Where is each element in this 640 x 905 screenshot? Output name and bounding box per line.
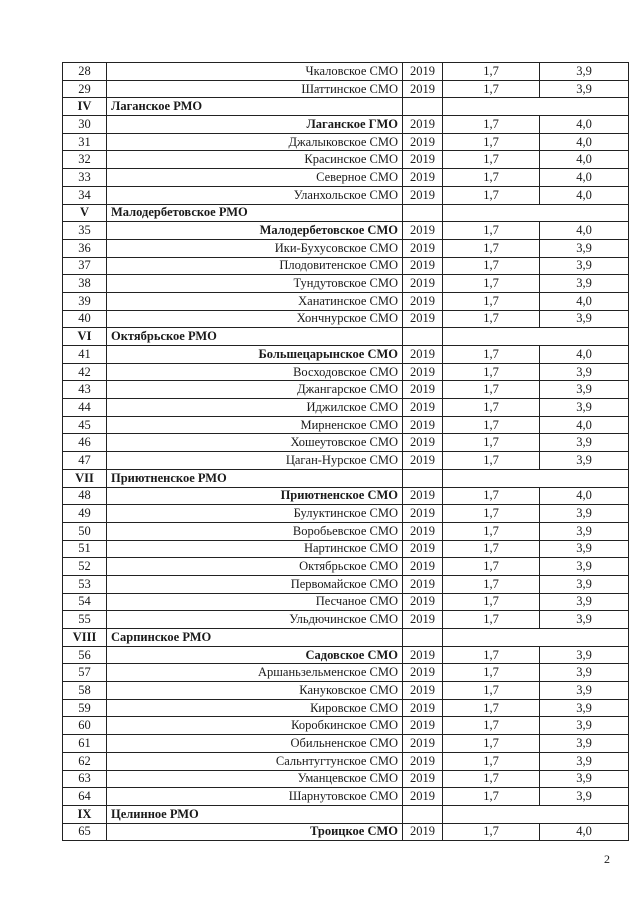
- municipality-name: Булуктинское СМО: [107, 505, 403, 523]
- row-number: 33: [63, 169, 107, 187]
- row-number: 36: [63, 239, 107, 257]
- value-2-cell: 3,9: [540, 699, 629, 717]
- municipality-name: Иджилское СМО: [107, 399, 403, 417]
- row-number: 29: [63, 80, 107, 98]
- value-1-cell: 1,7: [443, 116, 540, 134]
- value-1-cell: 1,7: [443, 735, 540, 753]
- value-2-cell: 4,0: [540, 133, 629, 151]
- value-2-cell: 3,9: [540, 540, 629, 558]
- value-2-cell: 4,0: [540, 292, 629, 310]
- value-1-cell: 1,7: [443, 593, 540, 611]
- group-header-row: [63, 98, 629, 116]
- value-2-cell: 3,9: [540, 646, 629, 664]
- municipality-name: Шаттинское СМО: [107, 80, 403, 98]
- year-cell: 2019: [403, 399, 443, 417]
- empty-cell: [443, 328, 629, 346]
- value-2-cell: 4,0: [540, 186, 629, 204]
- row-number: 34: [63, 186, 107, 204]
- table-row: [63, 434, 629, 452]
- empty-cell: [403, 469, 443, 487]
- value-2-cell: 3,9: [540, 310, 629, 328]
- municipality-name: Тундутовское СМО: [107, 275, 403, 293]
- year-cell: 2019: [403, 558, 443, 576]
- municipality-name: Кануковское СМО: [107, 682, 403, 700]
- value-2-cell: 3,9: [540, 452, 629, 470]
- row-number: 44: [63, 399, 107, 417]
- table-row: [63, 788, 629, 806]
- value-2-cell: 3,9: [540, 275, 629, 293]
- year-cell: 2019: [403, 151, 443, 169]
- municipality-name: Шарнутовское СМО: [107, 788, 403, 806]
- value-1-cell: 1,7: [443, 505, 540, 523]
- tariff-table: [62, 62, 629, 841]
- empty-cell: [443, 629, 629, 647]
- year-cell: 2019: [403, 416, 443, 434]
- municipality-name: Октябрьское СМО: [107, 558, 403, 576]
- table-row: [63, 292, 629, 310]
- row-number: 60: [63, 717, 107, 735]
- municipality-name: Джалыковское СМО: [107, 133, 403, 151]
- value-2-cell: 3,9: [540, 381, 629, 399]
- year-cell: 2019: [403, 186, 443, 204]
- value-2-cell: 3,9: [540, 717, 629, 735]
- municipality-name: Первомайское СМО: [107, 575, 403, 593]
- value-1-cell: 1,7: [443, 381, 540, 399]
- municipality-name: Ики-Бухусовское СМО: [107, 239, 403, 257]
- value-1-cell: 1,7: [443, 611, 540, 629]
- value-2-cell: 3,9: [540, 735, 629, 753]
- empty-cell: [403, 805, 443, 823]
- municipality-name: Приютненское СМО: [107, 487, 403, 505]
- row-number: 52: [63, 558, 107, 576]
- value-1-cell: 1,7: [443, 151, 540, 169]
- value-1-cell: 1,7: [443, 487, 540, 505]
- value-2-cell: 3,9: [540, 399, 629, 417]
- value-2-cell: 4,0: [540, 222, 629, 240]
- municipality-name: Хошеутовское СМО: [107, 434, 403, 452]
- row-number: 40: [63, 310, 107, 328]
- row-number: 42: [63, 363, 107, 381]
- municipality-name: Восходовское СМО: [107, 363, 403, 381]
- year-cell: 2019: [403, 257, 443, 275]
- row-number: 43: [63, 381, 107, 399]
- value-1-cell: 1,7: [443, 717, 540, 735]
- municipality-name: Обильненское СМО: [107, 735, 403, 753]
- year-cell: 2019: [403, 540, 443, 558]
- value-1-cell: 1,7: [443, 239, 540, 257]
- value-2-cell: 3,9: [540, 522, 629, 540]
- value-1-cell: 1,7: [443, 222, 540, 240]
- group-header-row: [63, 204, 629, 222]
- table-row: [63, 522, 629, 540]
- value-1-cell: 1,7: [443, 558, 540, 576]
- row-number: 65: [63, 823, 107, 841]
- row-number: 63: [63, 770, 107, 788]
- year-cell: 2019: [403, 735, 443, 753]
- year-cell: 2019: [403, 487, 443, 505]
- municipality-name: Ханатинское СМО: [107, 292, 403, 310]
- table-row: [63, 80, 629, 98]
- table-row: [63, 416, 629, 434]
- municipality-name: Северное СМО: [107, 169, 403, 187]
- value-2-cell: 4,0: [540, 169, 629, 187]
- group-number: IV: [63, 98, 107, 116]
- group-number: V: [63, 204, 107, 222]
- row-number: 49: [63, 505, 107, 523]
- year-cell: 2019: [403, 381, 443, 399]
- value-1-cell: 1,7: [443, 540, 540, 558]
- value-2-cell: 3,9: [540, 575, 629, 593]
- value-2-cell: 3,9: [540, 788, 629, 806]
- value-1-cell: 1,7: [443, 310, 540, 328]
- value-1-cell: 1,7: [443, 416, 540, 434]
- table-row: [63, 151, 629, 169]
- table-row: [63, 682, 629, 700]
- table-row: [63, 169, 629, 187]
- value-2-cell: 3,9: [540, 664, 629, 682]
- municipality-name: Джангарское СМО: [107, 381, 403, 399]
- year-cell: 2019: [403, 116, 443, 134]
- row-number: 31: [63, 133, 107, 151]
- year-cell: 2019: [403, 682, 443, 700]
- group-number: VII: [63, 469, 107, 487]
- value-1-cell: 1,7: [443, 823, 540, 841]
- year-cell: 2019: [403, 593, 443, 611]
- group-name: Сарпинское РМО: [107, 629, 403, 647]
- value-1-cell: 1,7: [443, 682, 540, 700]
- value-1-cell: 1,7: [443, 169, 540, 187]
- value-2-cell: 3,9: [540, 363, 629, 381]
- table-row: [63, 116, 629, 134]
- value-1-cell: 1,7: [443, 292, 540, 310]
- table-row: [63, 381, 629, 399]
- year-cell: 2019: [403, 575, 443, 593]
- value-1-cell: 1,7: [443, 664, 540, 682]
- table-row: [63, 752, 629, 770]
- year-cell: 2019: [403, 522, 443, 540]
- table-row: [63, 310, 629, 328]
- value-2-cell: 3,9: [540, 80, 629, 98]
- value-2-cell: 4,0: [540, 116, 629, 134]
- year-cell: 2019: [403, 80, 443, 98]
- row-number: 61: [63, 735, 107, 753]
- year-cell: 2019: [403, 823, 443, 841]
- municipality-name: Цаган-Нурское СМО: [107, 452, 403, 470]
- table-row: [63, 133, 629, 151]
- year-cell: 2019: [403, 133, 443, 151]
- value-2-cell: 3,9: [540, 682, 629, 700]
- year-cell: 2019: [403, 275, 443, 293]
- municipality-name: Аршаньзельменское СМО: [107, 664, 403, 682]
- value-1-cell: 1,7: [443, 699, 540, 717]
- row-number: 50: [63, 522, 107, 540]
- tariff-table-body: [63, 63, 629, 841]
- value-2-cell: 3,9: [540, 239, 629, 257]
- value-1-cell: 1,7: [443, 770, 540, 788]
- value-1-cell: 1,7: [443, 346, 540, 364]
- year-cell: 2019: [403, 239, 443, 257]
- table-row: [63, 363, 629, 381]
- municipality-name: Малодербетовское СМО: [107, 222, 403, 240]
- row-number: 48: [63, 487, 107, 505]
- row-number: 30: [63, 116, 107, 134]
- value-1-cell: 1,7: [443, 186, 540, 204]
- row-number: 38: [63, 275, 107, 293]
- row-number: 51: [63, 540, 107, 558]
- table-row: [63, 257, 629, 275]
- municipality-name: Кировское СМО: [107, 699, 403, 717]
- table-row: [63, 611, 629, 629]
- value-2-cell: 4,0: [540, 416, 629, 434]
- municipality-name: Плодовитенское СМО: [107, 257, 403, 275]
- year-cell: 2019: [403, 646, 443, 664]
- year-cell: 2019: [403, 611, 443, 629]
- row-number: 62: [63, 752, 107, 770]
- value-1-cell: 1,7: [443, 275, 540, 293]
- year-cell: 2019: [403, 699, 443, 717]
- group-header-row: [63, 469, 629, 487]
- year-cell: 2019: [403, 788, 443, 806]
- table-row: [63, 186, 629, 204]
- table-row: [63, 735, 629, 753]
- value-1-cell: 1,7: [443, 575, 540, 593]
- table-row: [63, 452, 629, 470]
- year-cell: 2019: [403, 505, 443, 523]
- group-header-row: [63, 328, 629, 346]
- year-cell: 2019: [403, 363, 443, 381]
- table-row: [63, 717, 629, 735]
- year-cell: 2019: [403, 717, 443, 735]
- row-number: 59: [63, 699, 107, 717]
- table-row: [63, 699, 629, 717]
- year-cell: 2019: [403, 292, 443, 310]
- value-1-cell: 1,7: [443, 788, 540, 806]
- value-2-cell: 3,9: [540, 434, 629, 452]
- page-number: 2: [604, 852, 610, 866]
- group-name: Октябрьское РМО: [107, 328, 403, 346]
- row-number: 57: [63, 664, 107, 682]
- municipality-name: Сальнтугтунское СМО: [107, 752, 403, 770]
- table-row: [63, 505, 629, 523]
- municipality-name: Уманцевское СМО: [107, 770, 403, 788]
- group-header-row: [63, 629, 629, 647]
- municipality-name: Садовское СМО: [107, 646, 403, 664]
- year-cell: 2019: [403, 770, 443, 788]
- municipality-name: Мирненское СМО: [107, 416, 403, 434]
- row-number: 45: [63, 416, 107, 434]
- value-2-cell: 4,0: [540, 151, 629, 169]
- empty-cell: [403, 204, 443, 222]
- year-cell: 2019: [403, 434, 443, 452]
- table-row: [63, 575, 629, 593]
- empty-cell: [403, 629, 443, 647]
- year-cell: 2019: [403, 310, 443, 328]
- table-row: [63, 823, 629, 841]
- row-number: 58: [63, 682, 107, 700]
- value-2-cell: 3,9: [540, 770, 629, 788]
- value-2-cell: 3,9: [540, 752, 629, 770]
- municipality-name: Большецарынское СМО: [107, 346, 403, 364]
- table-row: [63, 540, 629, 558]
- group-name: Лаганское РМО: [107, 98, 403, 116]
- row-number: 46: [63, 434, 107, 452]
- table-row: [63, 770, 629, 788]
- value-2-cell: 3,9: [540, 558, 629, 576]
- municipality-name: Нартинское СМО: [107, 540, 403, 558]
- table-row: [63, 646, 629, 664]
- row-number: 41: [63, 346, 107, 364]
- table-row: [63, 487, 629, 505]
- table-row: [63, 239, 629, 257]
- year-cell: 2019: [403, 752, 443, 770]
- value-2-cell: 3,9: [540, 505, 629, 523]
- row-number: 53: [63, 575, 107, 593]
- table-row: [63, 63, 629, 81]
- value-1-cell: 1,7: [443, 63, 540, 81]
- value-2-cell: 4,0: [540, 346, 629, 364]
- value-1-cell: 1,7: [443, 752, 540, 770]
- table-row: [63, 275, 629, 293]
- municipality-name: Чкаловское СМО: [107, 63, 403, 81]
- row-number: 54: [63, 593, 107, 611]
- municipality-name: Песчаное СМО: [107, 593, 403, 611]
- year-cell: 2019: [403, 63, 443, 81]
- value-2-cell: 3,9: [540, 593, 629, 611]
- table-row: [63, 664, 629, 682]
- value-1-cell: 1,7: [443, 257, 540, 275]
- row-number: 47: [63, 452, 107, 470]
- value-2-cell: 3,9: [540, 257, 629, 275]
- value-1-cell: 1,7: [443, 363, 540, 381]
- row-number: 32: [63, 151, 107, 169]
- municipality-name: Ульдючинское СМО: [107, 611, 403, 629]
- empty-cell: [403, 328, 443, 346]
- empty-cell: [443, 204, 629, 222]
- row-number: 28: [63, 63, 107, 81]
- row-number: 39: [63, 292, 107, 310]
- value-1-cell: 1,7: [443, 522, 540, 540]
- table-row: [63, 593, 629, 611]
- row-number: 35: [63, 222, 107, 240]
- value-1-cell: 1,7: [443, 133, 540, 151]
- municipality-name: Красинское СМО: [107, 151, 403, 169]
- municipality-name: Хончнурское СМО: [107, 310, 403, 328]
- group-number: IX: [63, 805, 107, 823]
- row-number: 56: [63, 646, 107, 664]
- municipality-name: Коробкинское СМО: [107, 717, 403, 735]
- year-cell: 2019: [403, 452, 443, 470]
- value-1-cell: 1,7: [443, 646, 540, 664]
- municipality-name: Лаганское ГМО: [107, 116, 403, 134]
- year-cell: 2019: [403, 222, 443, 240]
- value-1-cell: 1,7: [443, 399, 540, 417]
- group-number: VI: [63, 328, 107, 346]
- value-1-cell: 1,7: [443, 452, 540, 470]
- table-row: [63, 558, 629, 576]
- empty-cell: [443, 469, 629, 487]
- year-cell: 2019: [403, 346, 443, 364]
- value-2-cell: 4,0: [540, 823, 629, 841]
- row-number: 64: [63, 788, 107, 806]
- value-1-cell: 1,7: [443, 434, 540, 452]
- group-number: VIII: [63, 629, 107, 647]
- row-number: 37: [63, 257, 107, 275]
- municipality-name: Воробьевское СМО: [107, 522, 403, 540]
- value-2-cell: 4,0: [540, 487, 629, 505]
- group-name: Малодербетовское РМО: [107, 204, 403, 222]
- value-2-cell: 3,9: [540, 63, 629, 81]
- table-row: [63, 346, 629, 364]
- empty-cell: [443, 98, 629, 116]
- group-name: Целинное РМО: [107, 805, 403, 823]
- empty-cell: [443, 805, 629, 823]
- row-number: 55: [63, 611, 107, 629]
- municipality-name: Уланхольское СМО: [107, 186, 403, 204]
- empty-cell: [403, 98, 443, 116]
- value-2-cell: 3,9: [540, 611, 629, 629]
- table-row: [63, 399, 629, 417]
- table-row: [63, 222, 629, 240]
- year-cell: 2019: [403, 169, 443, 187]
- municipality-name: Троицкое СМО: [107, 823, 403, 841]
- group-name: Приютненское РМО: [107, 469, 403, 487]
- group-header-row: [63, 805, 629, 823]
- value-1-cell: 1,7: [443, 80, 540, 98]
- year-cell: 2019: [403, 664, 443, 682]
